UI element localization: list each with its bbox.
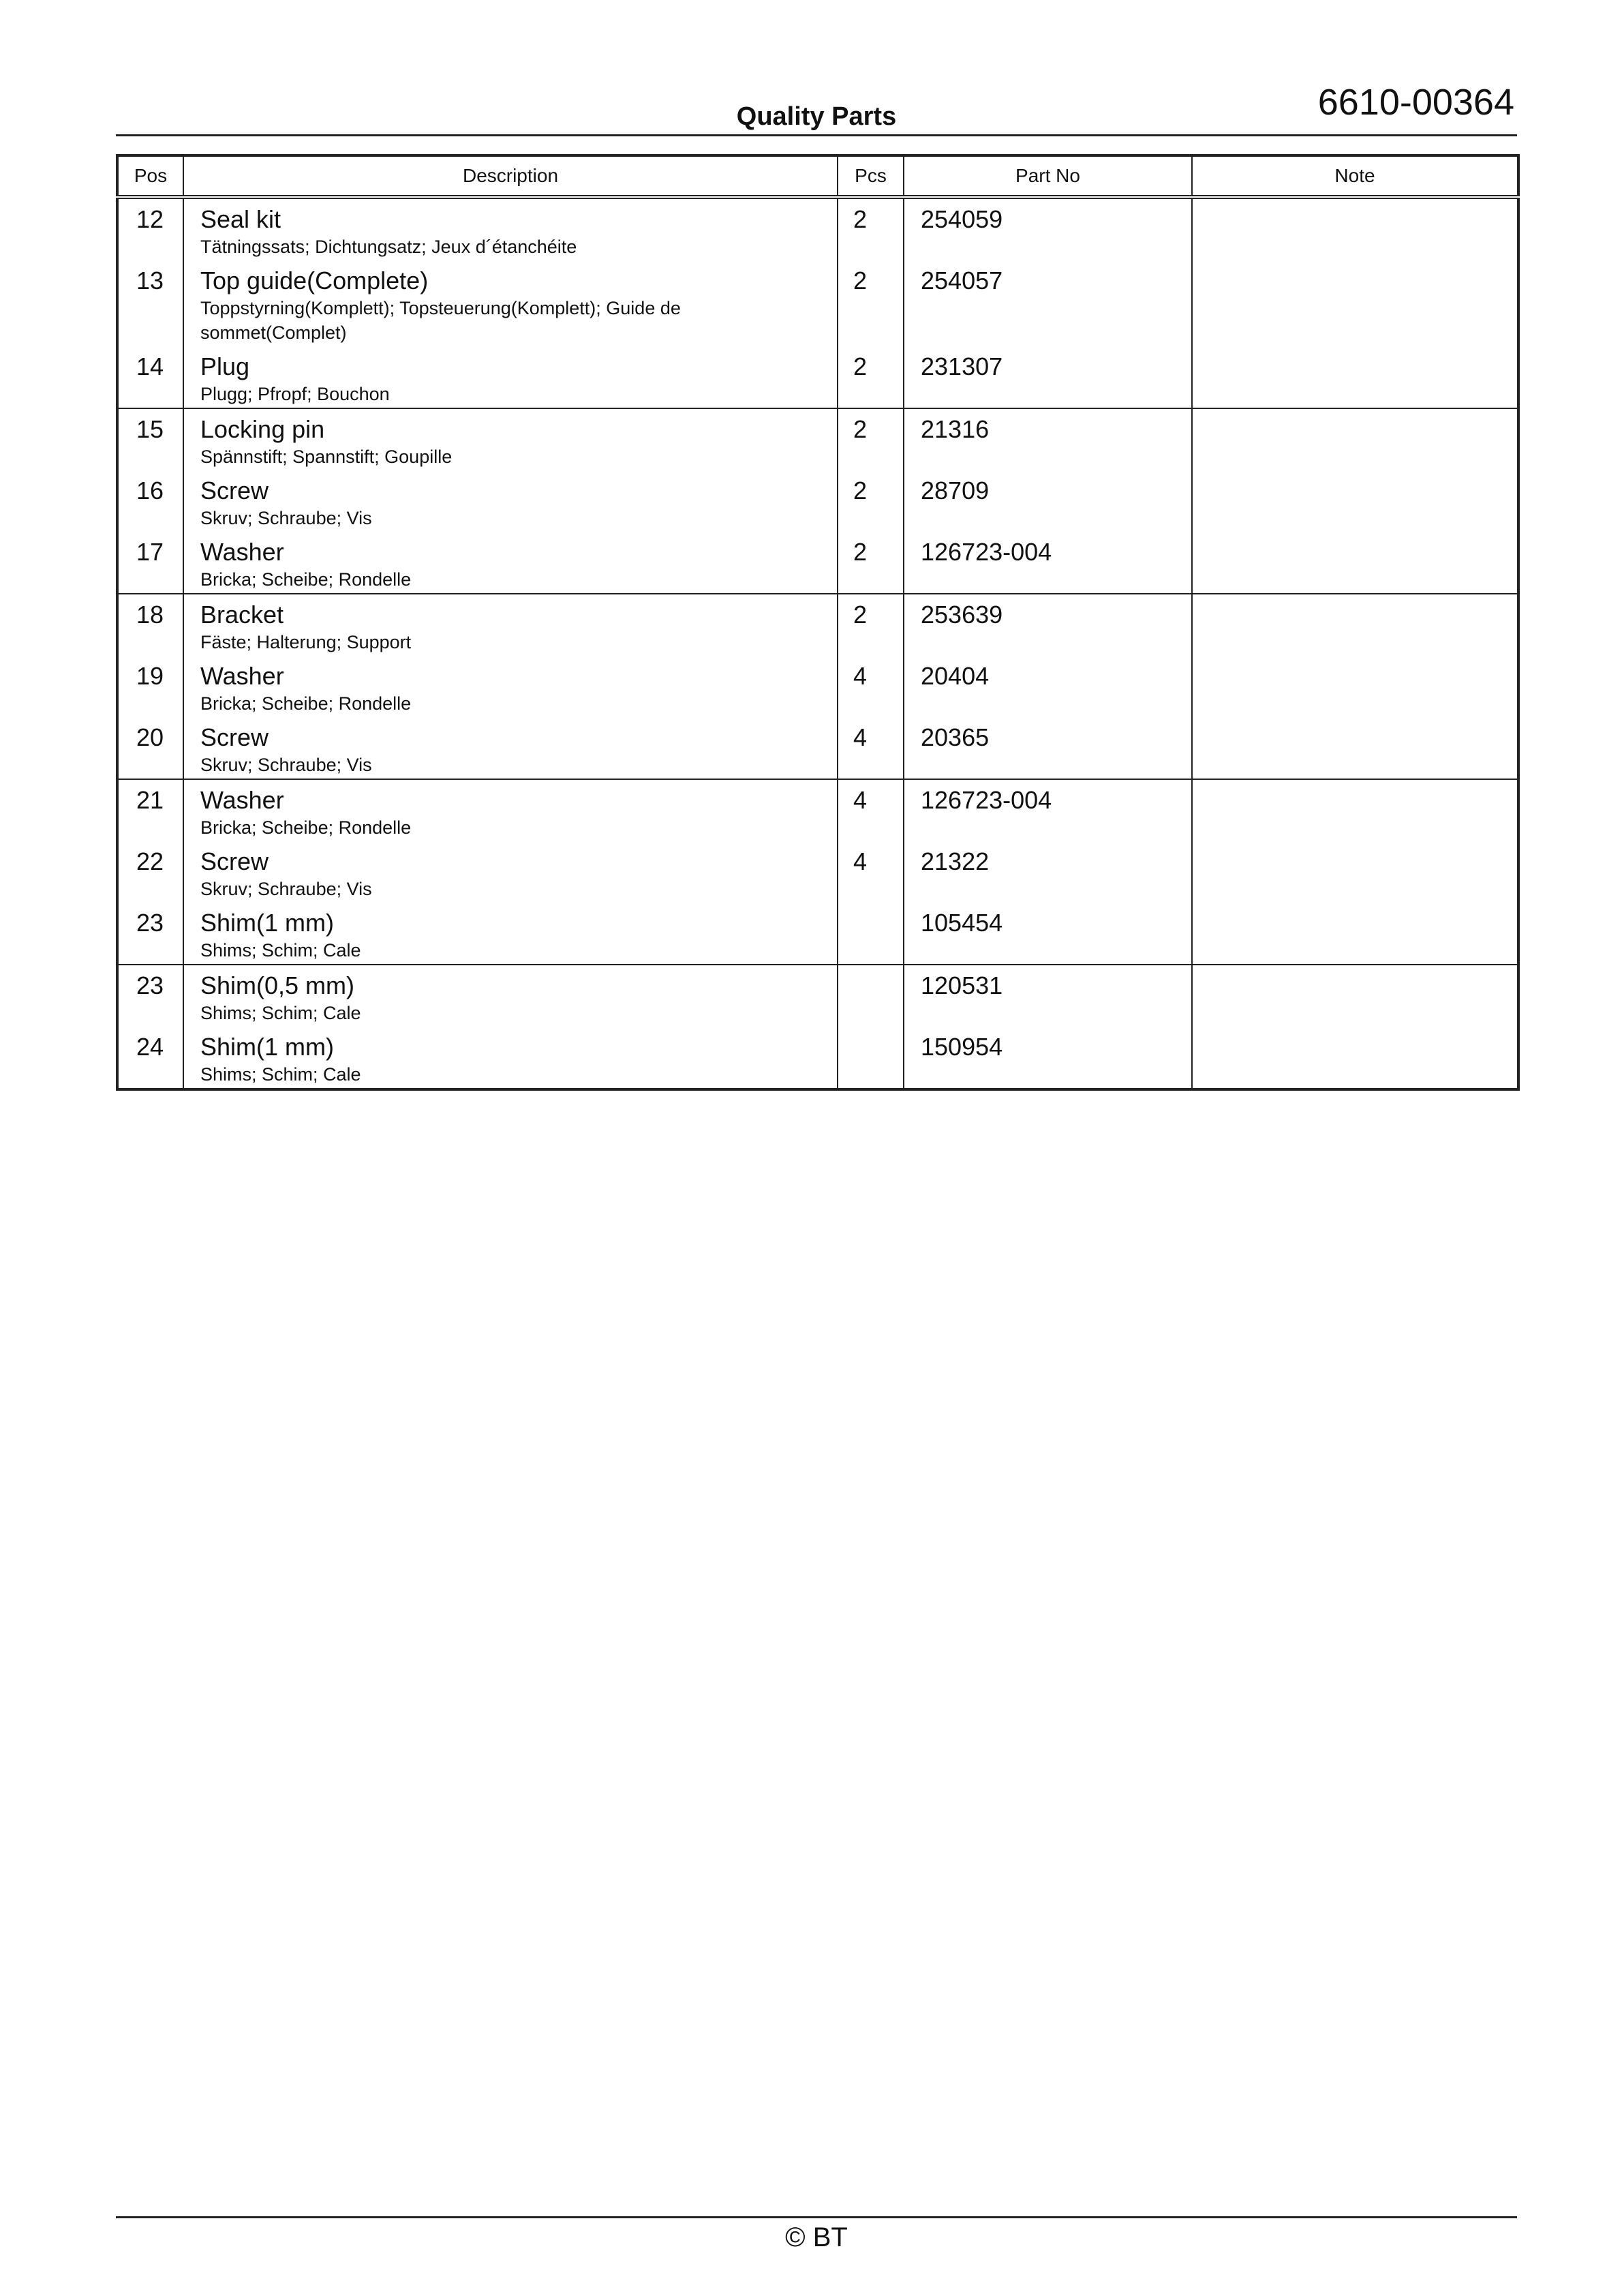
description-cell — [183, 532, 838, 594]
part-translations: Skruv; Schraube; Vis — [200, 755, 372, 775]
part-no-cell: 21322 — [904, 841, 1192, 903]
part-no-cell: 20404 — [904, 656, 1192, 717]
page-header — [116, 75, 1517, 136]
copyright-text: © BT — [785, 2222, 848, 2252]
table-row — [117, 470, 1518, 532]
pos-cell: 16 — [117, 470, 183, 532]
part-translations: Bricka; Scheibe; Rondelle — [200, 569, 412, 590]
description-cell — [183, 841, 838, 903]
note-cell — [1192, 717, 1518, 779]
note-cell — [1192, 346, 1518, 408]
note-cell — [1192, 470, 1518, 532]
description-cell — [183, 903, 838, 965]
table-row — [117, 594, 1518, 656]
part-translations: Bricka; Scheibe; Rondelle — [200, 817, 412, 838]
parts-table-body — [117, 197, 1518, 1089]
pos-cell: 18 — [117, 594, 183, 656]
part-name: Washer — [200, 662, 284, 690]
part-no-cell: 150954 — [904, 1027, 1192, 1089]
table-row — [117, 1027, 1518, 1089]
part-no-cell: 120531 — [904, 965, 1192, 1027]
table-row — [117, 965, 1518, 1027]
part-name: Seal kit — [200, 205, 281, 233]
note-cell — [1192, 260, 1518, 346]
part-name: Bracket — [200, 601, 284, 629]
part-translations: Skruv; Schraube; Vis — [200, 879, 372, 899]
table-row — [117, 779, 1518, 841]
column-header-pos: Pos — [117, 155, 183, 197]
note-cell — [1192, 1027, 1518, 1089]
part-translations: Bricka; Scheibe; Rondelle — [200, 693, 412, 714]
part-no-cell: 105454 — [904, 903, 1192, 965]
table-row — [117, 197, 1518, 260]
part-name: Locking pin — [200, 415, 325, 443]
table-row — [117, 408, 1518, 470]
part-no-cell: 20365 — [904, 717, 1192, 779]
pcs-cell — [838, 1027, 904, 1089]
part-name: Shim(0,5 mm) — [200, 971, 355, 999]
pcs-cell: 4 — [838, 656, 904, 717]
note-cell — [1192, 779, 1518, 841]
description-cell — [183, 717, 838, 779]
part-no-cell: 254057 — [904, 260, 1192, 346]
part-name: Plug — [200, 352, 250, 380]
description-cell — [183, 1027, 838, 1089]
part-translations: Shims; Schim; Cale — [200, 1003, 361, 1023]
pcs-cell: 4 — [838, 717, 904, 779]
pcs-cell: 4 — [838, 779, 904, 841]
part-name: Shim(1 mm) — [200, 1033, 334, 1061]
pos-cell: 14 — [117, 346, 183, 408]
description-cell — [183, 408, 838, 470]
part-no-cell: 254059 — [904, 197, 1192, 260]
column-header-description: Description — [183, 155, 838, 197]
description-cell — [183, 779, 838, 841]
part-no-cell: 126723-004 — [904, 779, 1192, 841]
pcs-cell: 2 — [838, 346, 904, 408]
part-translations: Tätningssats; Dichtungsatz; Jeux d´étanchéite — [200, 237, 577, 257]
description-cell — [183, 260, 838, 346]
page-title: Quality Parts — [736, 102, 897, 131]
pos-cell: 22 — [117, 841, 183, 903]
table-row — [117, 841, 1518, 903]
pcs-cell: 4 — [838, 841, 904, 903]
part-name: Screw — [200, 723, 269, 751]
description-cell — [183, 346, 838, 408]
part-no-cell: 21316 — [904, 408, 1192, 470]
part-name: Shim(1 mm) — [200, 909, 334, 937]
part-translations: Shims; Schim; Cale — [200, 940, 361, 961]
pos-cell: 13 — [117, 260, 183, 346]
pos-cell: 23 — [117, 965, 183, 1027]
description-cell — [183, 470, 838, 532]
pcs-cell: 2 — [838, 594, 904, 656]
table-row — [117, 260, 1518, 346]
part-no-cell: 231307 — [904, 346, 1192, 408]
part-name: Screw — [200, 477, 269, 504]
description-cell — [183, 965, 838, 1027]
part-no-cell: 126723-004 — [904, 532, 1192, 594]
page-footer — [116, 2216, 1517, 2253]
part-translations: Shims; Schim; Cale — [200, 1064, 361, 1085]
pos-cell: 17 — [117, 532, 183, 594]
note-cell — [1192, 841, 1518, 903]
table-row — [117, 346, 1518, 408]
pos-cell: 23 — [117, 903, 183, 965]
note-cell — [1192, 903, 1518, 965]
description-cell — [183, 656, 838, 717]
table-row — [117, 903, 1518, 965]
pos-cell: 21 — [117, 779, 183, 841]
pos-cell: 12 — [117, 197, 183, 260]
table-header-row — [117, 155, 1518, 197]
note-cell — [1192, 965, 1518, 1027]
part-name: Top guide(Complete) — [200, 267, 429, 294]
table-row — [117, 656, 1518, 717]
pos-cell: 19 — [117, 656, 183, 717]
part-name: Washer — [200, 786, 284, 814]
pcs-cell: 2 — [838, 470, 904, 532]
pcs-cell — [838, 903, 904, 965]
part-translations: Toppstyrning(Komplett); Topsteuerung(Komplett); Guide de sommet(Complet) — [200, 298, 681, 343]
part-translations: Spännstift; Spannstift; Goupille — [200, 447, 453, 467]
column-header-part-no: Part No — [904, 155, 1192, 197]
parts-table — [116, 154, 1520, 1091]
pcs-cell: 2 — [838, 532, 904, 594]
part-name: Washer — [200, 538, 284, 566]
part-translations: Plugg; Pfropf; Bouchon — [200, 384, 390, 404]
column-header-note: Note — [1192, 155, 1518, 197]
note-cell — [1192, 656, 1518, 717]
pcs-cell — [838, 965, 904, 1027]
part-no-cell: 28709 — [904, 470, 1192, 532]
pos-cell: 15 — [117, 408, 183, 470]
document-number: 6610-00364 — [1317, 82, 1514, 123]
pcs-cell: 2 — [838, 260, 904, 346]
pcs-cell: 2 — [838, 197, 904, 260]
table-row — [117, 532, 1518, 594]
pos-cell: 20 — [117, 717, 183, 779]
description-cell — [183, 197, 838, 260]
pcs-cell: 2 — [838, 408, 904, 470]
note-cell — [1192, 197, 1518, 260]
part-no-cell: 253639 — [904, 594, 1192, 656]
note-cell — [1192, 594, 1518, 656]
column-header-pcs: Pcs — [838, 155, 904, 197]
table-row — [117, 717, 1518, 779]
note-cell — [1192, 532, 1518, 594]
pos-cell: 24 — [117, 1027, 183, 1089]
note-cell — [1192, 408, 1518, 470]
part-translations: Skruv; Schraube; Vis — [200, 508, 372, 528]
description-cell — [183, 594, 838, 656]
part-name: Screw — [200, 847, 269, 875]
part-translations: Fäste; Halterung; Support — [200, 632, 412, 652]
